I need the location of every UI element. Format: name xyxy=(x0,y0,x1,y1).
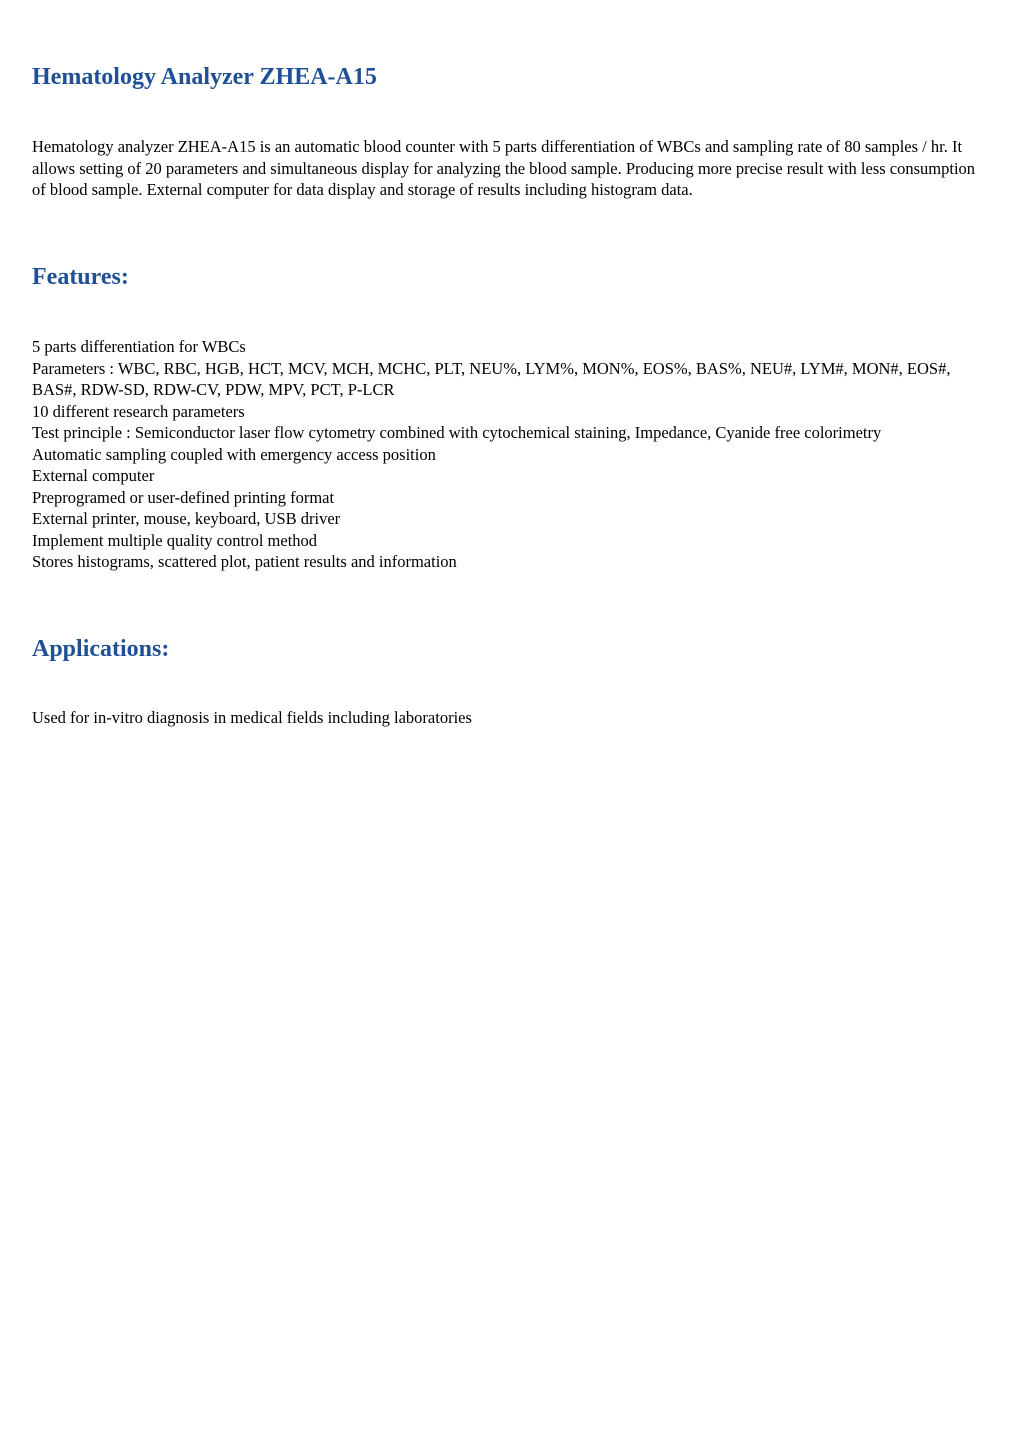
feature-item: External computer xyxy=(32,466,155,485)
feature-item: Preprogramed or user-defined printing format xyxy=(32,487,335,507)
page-title: Hematology Analyzer ZHEA-A15 xyxy=(32,64,377,90)
feature-item: Parameters : WBC, RBC, HGB, HCT, MCV, MCH, MCHC, PLT, NEU%, LYM%, MON%, EOS%, BAS%, NEU#, LYM#, MON#, EOS#, BAS#, RDW-SD, RDW-CV, PDW, MPV, PCT, P-LCR xyxy=(32,358,951,399)
feature-item: 10 different research parameters xyxy=(32,401,245,421)
applications-heading: Applications: xyxy=(32,636,170,662)
feature-item: Automatic sampling coupled with emergency access position xyxy=(32,444,436,464)
features-heading: Features: xyxy=(32,264,129,290)
intro-paragraph: Hematology analyzer ZHEA-A15 is an automatic blood counter with 5 parts differentiation of WBCs and sampling rate of 80 samples / hr. It allows setting of 20 parameters and simultaneous display for analyzing the blood sample. Producing more precise result with less consumption of blood sample. External computer for data display and storage of results including histogram data. xyxy=(32,137,976,199)
feature-item: 5 parts differentiation for WBCs xyxy=(32,337,246,356)
feature-item: External printer, mouse, keyboard, USB driver xyxy=(32,509,341,528)
feature-item: Implement multiple quality control method xyxy=(32,530,318,550)
features-list xyxy=(32,336,992,573)
feature-item: Test principle : Semiconductor laser flow cytometry combined with cytochemical staining, Impedance, Cyanide free colorimetry xyxy=(32,423,882,442)
applications-paragraph: Used for in-vitro diagnosis in medical fields including laboratories xyxy=(32,708,472,727)
feature-item: Stores histograms, scattered plot, patient results and information xyxy=(32,552,457,571)
